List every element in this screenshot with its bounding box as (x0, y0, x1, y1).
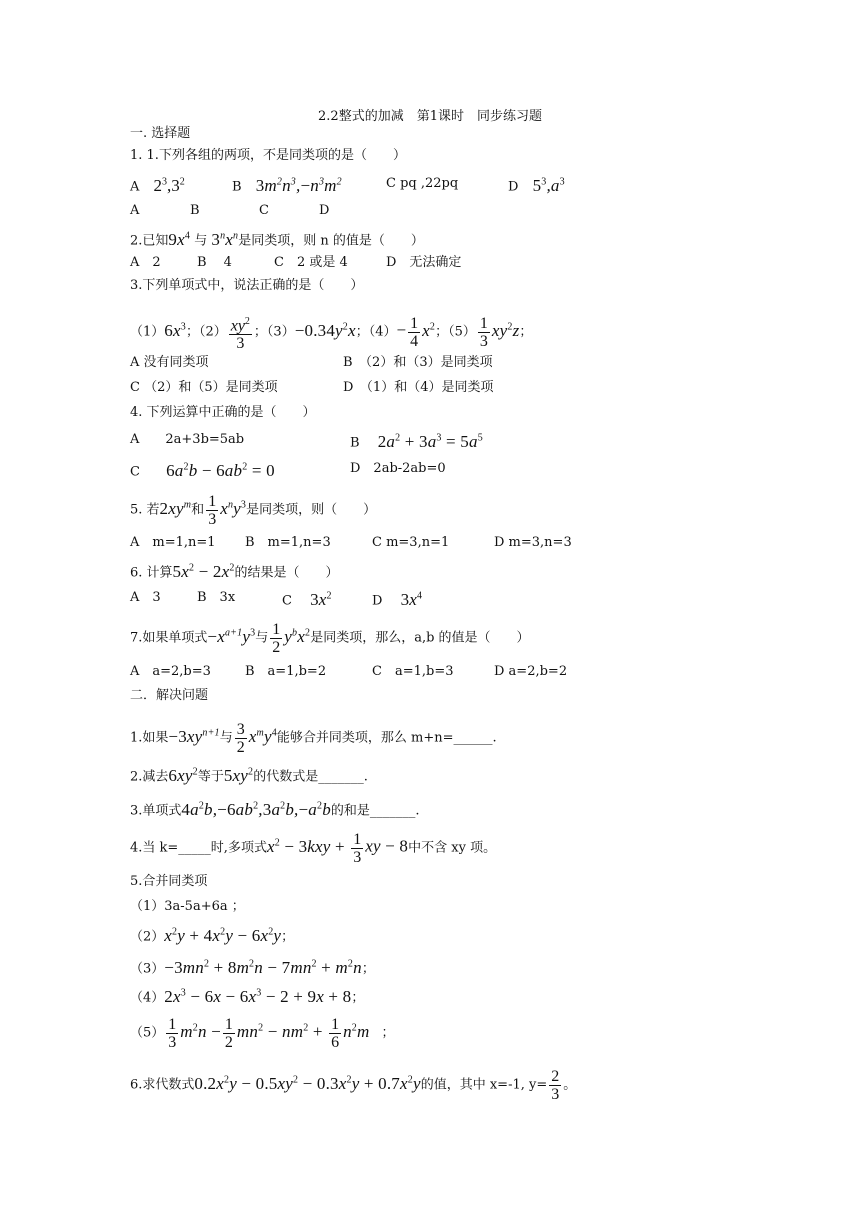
p1-pre: 1.如果 (130, 730, 169, 746)
p6-pre: 6.求代数式 (130, 1077, 195, 1093)
p5-item5-t3: $n^2m$ (343, 1021, 370, 1041)
p5-item2 (130, 922, 294, 948)
p5-item5-frac1: $\frac{1}{3}$ (168, 1015, 177, 1051)
p5-item3-semi: ； (361, 961, 375, 977)
p5-item5-t2: $mn^2 - nm^2$ + (236, 1021, 328, 1041)
p5-item3-expr: $-3mn^2 + 8m^2n - 7mn^2 + m^2n$ (164, 957, 362, 977)
q5-term2: $x^ny^3$ (220, 498, 247, 518)
q7-stem (130, 614, 530, 658)
p3-post: 的和是_______. (330, 803, 420, 819)
p1-term2: $x^my^4$ (248, 726, 277, 746)
q6-option-c (282, 586, 332, 612)
q1-option-b (232, 172, 342, 198)
q5-term2-frac: $\frac{1}{3}$ (208, 492, 217, 528)
q6-option-d (372, 586, 422, 612)
q7-stem-mid: 与 (255, 630, 269, 646)
q1-option-a (130, 172, 185, 198)
q3-items (130, 308, 532, 352)
q4-option-b-expr: $2a^2 + 3a^3 = 5a^5$ (377, 431, 483, 451)
q4-stem: 4. 下列运算中正确的是（ ） (130, 405, 316, 420)
q3-item3: $-0.34y^2x$ (294, 320, 356, 340)
q4-option-c (130, 457, 275, 483)
p1 (130, 714, 497, 758)
q7-stem-post: 是同类项，那么，a,b 的值是（ ） (310, 630, 530, 646)
q2-term2: $3^nx^n$ (211, 229, 239, 249)
p5-item2-expr: $x^2y + 4x^2y - 6x^2y$ (164, 925, 282, 945)
p4-expr-b: xy − 8 (365, 836, 409, 856)
p2-post: 的代数式是_______. (253, 769, 368, 785)
q7-term2: $y^bx^2$ (284, 626, 311, 646)
q3-item3-label: ；（3） (253, 324, 295, 340)
q5-stem-post: 是同类项，则（ ） (246, 502, 377, 518)
p1-term1: $-3xy^{n+1}$ (168, 726, 220, 746)
q1-option-b-label: B (232, 179, 242, 195)
q6-stem-pre: 6. 计算 (130, 565, 173, 581)
q7-term2-frac: $\frac{1}{2}$ (272, 620, 281, 656)
p6 (130, 1060, 576, 1106)
q3-option-c: C （2）和（5）是同类项 (130, 380, 278, 395)
q7-option-a: A a=2,b=3 (130, 664, 211, 679)
p4-post: 中不含 xy 项。 (408, 840, 497, 856)
p6-y-frac: $\frac{2}{3}$ (551, 1067, 560, 1103)
q5-stem-pre: 5. 若 (130, 502, 160, 518)
q2-stem-pre: 2.已知 (130, 233, 169, 249)
p2-term1: $6xy^2$ (168, 765, 198, 785)
q6-option-d-expr: $3x^4$ (400, 589, 423, 609)
q3-item4-sign: − (396, 320, 407, 340)
p4 (130, 824, 496, 868)
q6-option-a: A 3 (130, 590, 161, 605)
p5-item5-label: （5） (130, 1025, 165, 1041)
p2 (130, 762, 368, 788)
q2-option-d: D 无法确定 (386, 255, 462, 270)
q1-option-c: C pq ,22pq (386, 176, 459, 191)
q1-option-a-expr: $2^3,3^2$ (153, 175, 185, 195)
p3 (130, 796, 420, 822)
q5-option-a: A m=1,n=1 (130, 535, 216, 550)
q3-option-d: D （1）和（4）是同类项 (343, 380, 494, 395)
p5-item2-semi: ； (281, 929, 295, 945)
q3-item2-label: ；（2） (185, 324, 227, 340)
q1-option-d-expr: $5^3,a^3$ (532, 175, 565, 195)
q6-option-d-label: D (372, 593, 383, 609)
q1-option-d (508, 172, 565, 198)
q5-option-b: B m=1,n=3 (245, 535, 331, 550)
p5-item5-frac2: $\frac{1}{2}$ (224, 1015, 233, 1051)
q4-option-b-label: B (350, 435, 360, 451)
p5-item4-semi: ； (351, 990, 365, 1006)
q3-item2: $\frac{xy^2}{3}$ (229, 313, 252, 352)
q4-option-c-expr: $6a^2b - 6ab^2 = 0$ (166, 460, 275, 480)
q1-option-b-expr: $3m^2n^3,-n^3m^2$ (255, 175, 342, 195)
p3-terms: $4a^2b,-6ab^2,3a^2b,-a^2b$ (181, 799, 331, 819)
p5-item5-frac3: $\frac{1}{6}$ (331, 1015, 340, 1051)
p6-end: 。 (563, 1077, 577, 1093)
q5-option-d: D m=3,n=3 (494, 535, 572, 550)
q5-term1: $2xy^m$ (159, 498, 192, 518)
p6-post: 的值，其中 x=-1, y= (420, 1077, 548, 1093)
p5-item2-label: （2） (130, 929, 165, 945)
q7-term1: $-x^{a+1}y^3$ (207, 626, 256, 646)
q3-item5: $\frac{1}{3}$ (479, 314, 488, 350)
q3-end: ； (519, 324, 533, 340)
section-heading-solve: 二．解决问题 (130, 688, 209, 703)
q7-stem-pre: 7.如果单项式 (130, 630, 208, 646)
q1-answer-b: B (190, 203, 200, 218)
q2-option-b: B 4 (197, 255, 232, 270)
q3-item4: $\frac{1}{4}$ (410, 314, 419, 350)
p1-post: 能够合并同类项，那么 m+n=______. (276, 730, 497, 746)
q2-option-c: C 2 或是 4 (274, 255, 348, 270)
q6-option-b: B 3x (197, 590, 236, 605)
p4-pre: 4.当 k=_____时,多项式 (130, 840, 267, 856)
q6-option-c-label: C (282, 593, 292, 609)
p5-item5-t1: $m^2n$ − (180, 1021, 221, 1041)
section-heading-choice: 一. 选择题 (130, 126, 191, 141)
q4-option-a: A 2a+3b=5ab (130, 432, 245, 447)
q4-option-c-label: C (130, 464, 140, 480)
q4-option-b (350, 428, 483, 454)
p2-term2: $5xy^2$ (223, 765, 254, 785)
p5-item4-expr: $2x^3 - 6x - 6x^3 - 2 + 9x + 8$ (164, 986, 352, 1006)
q3-item5-var: $xy^2z$ (491, 320, 520, 340)
p5-item5-semi: ； (381, 1025, 395, 1041)
q3-item4-var: $x^2$ (422, 320, 436, 340)
p5-item1: （1）3a-5a+6a ； (130, 899, 245, 914)
p4-expr-a: $x^2 - 3kxy$ + (266, 836, 350, 856)
p5-item4-label: （4） (130, 990, 165, 1006)
q2-stem (130, 226, 424, 252)
q2-stem-post: 是同类项，则 n 的值是（ ） (238, 233, 424, 249)
q3-item5-label: ；（5） (435, 324, 476, 340)
p5-item3-label: （3） (130, 961, 165, 977)
q3-stem: 3.下列单项式中，说法正确的是（ ） (130, 278, 364, 293)
q1-answer-a: A (130, 203, 140, 218)
q7-option-b: B a=1,b=2 (245, 664, 327, 679)
p1-mid: 与 (219, 730, 233, 746)
p4-frac: $\frac{1}{3}$ (353, 830, 362, 866)
q3-item4-label: ；（4） (355, 324, 397, 340)
q6-expr: $5x^2 - 2x^2$ (172, 561, 235, 581)
q1-answer-c: C (259, 203, 269, 218)
p6-expr: $0.2x^2y - 0.5xy^2 - 0.3x^2y + 0.7x^2y$ (194, 1073, 421, 1093)
q4-option-d: D 2ab-2ab=0 (350, 461, 446, 476)
q3-option-a: A 没有同类项 (130, 355, 209, 370)
p1-term2-frac: $\frac{3}{2}$ (236, 720, 245, 756)
q1-stem: 1. 1.下列各组的两项，不是同类项的是（ ） (130, 148, 406, 163)
q3-option-b: B （2）和（3）是同类项 (343, 355, 493, 370)
p5-item3 (130, 954, 375, 980)
q1-option-d-label: D (508, 179, 519, 195)
q5-stem-mid: 和 (191, 502, 205, 518)
p2-pre: 2.减去 (130, 769, 169, 785)
q5-option-c: C m=3,n=1 (372, 535, 450, 550)
q7-option-c: C a=1,b=3 (372, 664, 454, 679)
q6-option-c-expr: $3x^2$ (310, 589, 332, 609)
q5-stem (130, 486, 376, 530)
q6-stem (130, 558, 339, 584)
q2-term1: $9x^4$ (168, 229, 191, 249)
page-title: 2.2整式的加减 第1课时 同步练习题 (318, 109, 542, 124)
p2-mid: 等于 (197, 769, 224, 785)
q1-answer-d: D (319, 203, 330, 218)
p5-item4 (130, 983, 364, 1009)
q3-item1: $6x^3$ (164, 320, 186, 340)
p3-pre: 3.单项式 (130, 803, 182, 819)
q1-option-a-label: A (130, 179, 140, 195)
p5-item5 (130, 1008, 394, 1054)
q7-option-d: D a=2,b=2 (494, 664, 568, 679)
p5-stem: 5.合并同类项 (130, 874, 208, 889)
q6-stem-post: 的结果是（ ） (234, 565, 339, 581)
q2-stem-mid: 与 (194, 233, 208, 249)
q3-item1-label: （1） (130, 324, 165, 340)
q2-option-a: A 2 (130, 255, 161, 270)
